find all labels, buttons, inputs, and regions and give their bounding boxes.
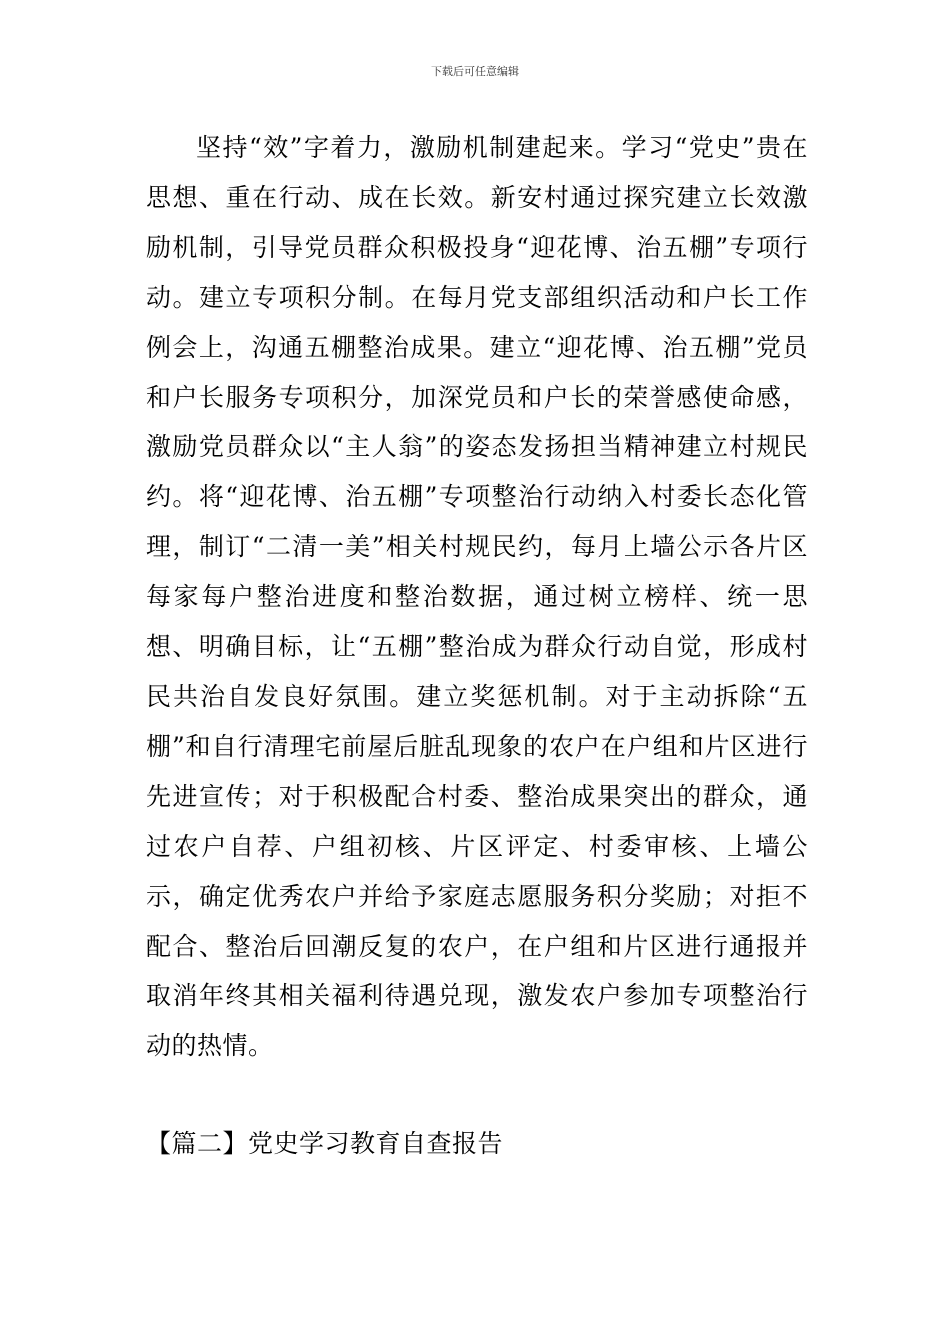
section-heading: 【篇二】党史学习教育自查报告 <box>146 1129 504 1158</box>
page-header-note: 下载后可任意编辑 <box>431 65 519 78</box>
body-paragraph: 坚持“效”字着力，激励机制建起来。学习“党史”贵在思想、重在行动、成在长效。新安村通过探究建立长效激励机制，引导党员群众积极投身“迎花博、治五棚”专项行动。建立专项积分制。在每月党支部组织活动和户长工作例会上，沟通五棚整治成果。建立“迎花博、治五棚”党员和户长服务专项积分，加深党员和户长的荣誉感使命感，激励党员群众以“主人翁”的姿态发扬担当精神建立村规民约。将“迎花博、治五棚”专项整治行动纳入村委长态化管理，制订“二清一美”相关村规民约，每月上墙公示各片区每家每户整治进度和整治数据，通过树立榜样、统一思想、明确目标，让“五棚”整治成为群众行动自觉，形成村民共治自发良好氛围。建立奖惩机制。对于主动拆除“五棚”和自行清理宅前屋后脏乱现象的农户在户组和片区进行先进宣传；对于积极配合村委、整治成果突出的群众，通过农户自荐、户组初核、片区评定、村委审核、上墙公示，确定优秀农户并给予家庭志愿服务积分奖励；对拒不配合、整治后回潮反复的农户，在户组和片区进行通报并取消年终其相关福利待遇兑现，激发农户参加专项整治行动的热情。 <box>146 133 808 1061</box>
